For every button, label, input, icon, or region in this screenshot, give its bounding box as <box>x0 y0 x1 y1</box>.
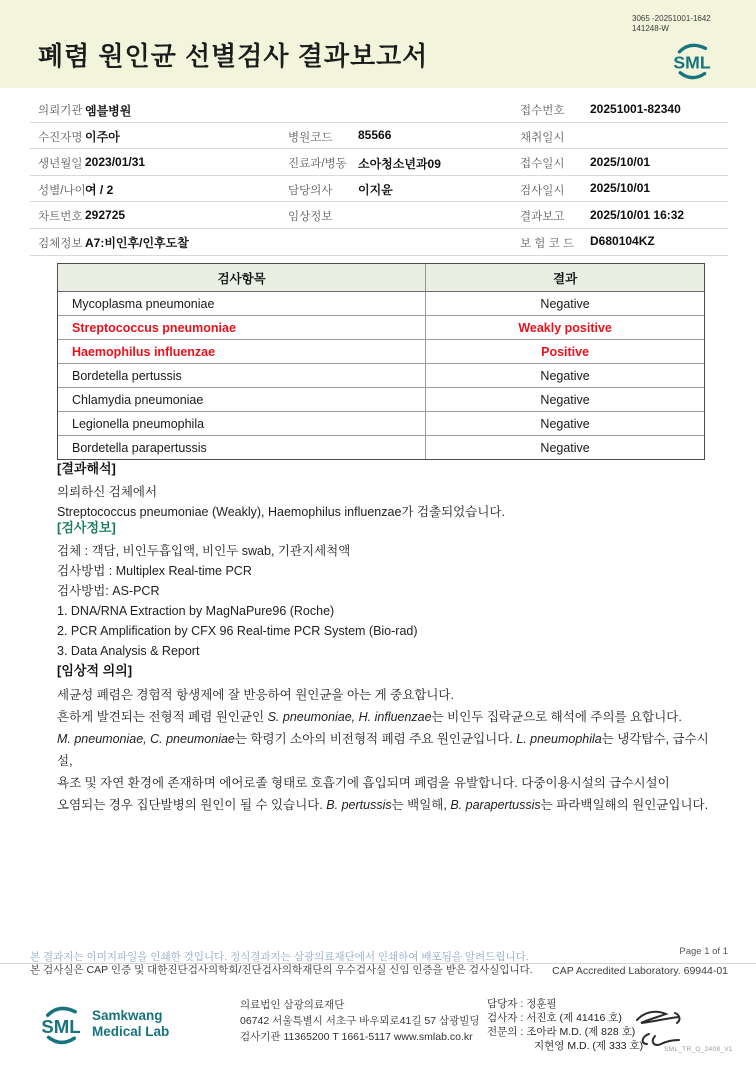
info-row-2 <box>30 123 728 150</box>
test-info-section <box>57 517 717 661</box>
info-row-5 <box>30 202 728 229</box>
sml-logo-icon <box>671 38 713 84</box>
column-header-result: 결과 <box>553 271 578 286</box>
table-row <box>58 364 704 388</box>
result-interpretation-section <box>57 458 717 522</box>
info-row-1 <box>30 96 728 123</box>
field-label: 채취일시 <box>520 131 565 144</box>
field-value: 85566 <box>358 128 392 143</box>
section-heading: [임상적 의의] <box>57 663 133 678</box>
field-label: 검체정보 <box>38 237 83 250</box>
staff-block <box>487 997 643 1053</box>
page-title: 폐렴 원인균 선별검사 결과보고서 <box>38 41 429 71</box>
field-label: 진료과/병동 <box>288 158 347 171</box>
field-value: 여 / 2 <box>85 183 114 198</box>
org-contact: 검사기관 11365200 T 1661-5117 www.smlab.co.kr <box>240 1031 473 1043</box>
test-info-line: 2. PCR Amplification by CFX 96 Real-time PCR System (Bio-rad) <box>57 624 418 638</box>
info-row-4 <box>30 176 728 203</box>
results-table-header <box>58 264 704 292</box>
field-value: 이주아 <box>85 130 120 145</box>
staff-examiner <box>487 1011 643 1025</box>
field-label: 검사일시 <box>520 184 565 197</box>
test-info-line: 검사방법: AS-PCR <box>57 584 160 598</box>
staff-label: 전문의 : <box>487 1026 524 1038</box>
test-result: Weakly positive <box>518 320 612 335</box>
table-row <box>58 412 704 436</box>
table-row <box>58 292 704 316</box>
section-heading: [검사정보] <box>57 520 116 535</box>
field-label: 담당의사 <box>288 184 333 197</box>
clinical-line: 세균성 폐렴은 경험적 항생제에 잘 반응하여 원인균을 아는 게 중요합니다. <box>57 688 454 702</box>
test-name: Legionella pneumophila <box>58 412 426 435</box>
field-value: 2025/10/01 <box>590 181 651 196</box>
clinical-line: 욕조 및 자연 환경에 존재하며 에어로졸 형태로 호흡기에 흡입되며 폐렴을 유발합니다. 다중이용시설의 급수시설이 <box>57 776 670 790</box>
org-legal-name: 의료법인 삼광의료재단 <box>240 999 345 1011</box>
report-code-line2: 141248-W <box>632 24 669 33</box>
staff-value: 정훈필 <box>526 998 557 1010</box>
field-label: 병원코드 <box>288 131 333 144</box>
test-result: Negative <box>540 392 590 407</box>
test-result: Negative <box>540 416 590 431</box>
field-label: 임상정보 <box>288 211 333 224</box>
staff-manager <box>487 997 643 1011</box>
field-label: 성별/나이 <box>38 184 86 197</box>
report-barcode-numbers <box>632 14 711 34</box>
sml-footer-logo-icon <box>36 1002 86 1048</box>
clinical-line: 오염되는 경우 집단발병의 원인이 될 수 있습니다. B. pertussis는 백일해, B. parapertussis는 파라백일해의 원인균입니다. <box>57 798 709 812</box>
field-label: 보 험 코 드 <box>520 237 575 250</box>
test-name: Haemophilus influenzae <box>58 340 426 363</box>
staff-label: 담당자 : <box>487 998 524 1010</box>
info-row-3 <box>30 149 728 176</box>
staff-value: 서진호 (제 41416 호) <box>526 1012 622 1024</box>
clinical-significance-section <box>57 660 717 816</box>
footer-notice-image-print: 본 결과지는 이미지파일을 인쇄한 것입니다. 정식결과지는 삼광의료재단에서 인쇄하여 배포됨을 알려드립니다. <box>30 951 529 963</box>
test-info-line: 3. Data Analysis & Report <box>57 644 200 658</box>
patient-info-grid <box>30 96 728 256</box>
field-label: 접수일시 <box>520 158 565 171</box>
field-label: 의뢰기관 <box>38 105 83 117</box>
field-value: 2023/01/31 <box>85 154 146 169</box>
staff-value: 조아라 M.D. (제 828 호) <box>526 1026 636 1038</box>
header-banner <box>0 0 756 88</box>
signature-scribble <box>633 1008 685 1048</box>
sml-logo-text: SML <box>673 52 711 73</box>
org-wordmark <box>92 1008 169 1040</box>
test-name: Bordetella parapertussis <box>58 436 426 459</box>
document-code: SML_TR_Q_2408_V1 <box>664 1046 733 1053</box>
test-name: Mycoplasma pneumoniae <box>58 292 426 315</box>
field-label: 접수번호 <box>520 105 565 117</box>
field-label: 결과보고 <box>520 211 565 224</box>
column-header-test-item: 검사항목 <box>58 264 426 291</box>
interpretation-line: Streptococcus pneumoniae (Weakly), Haemophilus influenzae가 검출되었습니다. <box>57 505 505 519</box>
test-info-line: 검체 : 객담, 비인두흡입액, 비인두 swab, 기관지세척액 <box>57 544 351 558</box>
test-result: Positive <box>541 344 590 359</box>
field-value: D680104KZ <box>590 234 655 249</box>
test-name: Chlamydia pneumoniae <box>58 388 426 411</box>
staff-label: 검사자 : <box>487 1012 524 1024</box>
test-info-line: 1. DNA/RNA Extraction by MagNaPure96 (Roche) <box>57 604 335 618</box>
field-value: A7:비인후/인후도찰 <box>85 236 189 251</box>
page-number: Page 1 of 1 <box>679 946 728 957</box>
cap-accreditation-text: CAP Accredited Laboratory. 69944-01 <box>552 965 728 977</box>
table-row <box>58 388 704 412</box>
table-row <box>58 436 704 459</box>
org-name-line1: Samkwang <box>92 1008 163 1023</box>
field-value: 292725 <box>85 207 126 222</box>
org-address: 06742 서울특별시 서초구 바우뫼로41길 57 삼광빌딩 <box>240 1015 480 1027</box>
info-row-6 <box>30 229 728 256</box>
org-address-block <box>240 997 480 1045</box>
field-value: 20251001-82340 <box>590 101 681 116</box>
test-info-line: 검사방법 : Multiplex Real-time PCR <box>57 564 252 578</box>
field-label: 차트번호 <box>38 211 83 224</box>
clinical-line: M. pneumoniae, C. pneumoniae는 학령기 소아의 비전형적 폐렴 주요 원인균입니다. L. pneumophila는 냉각탑수, 급수시설, <box>57 732 709 768</box>
test-result: Negative <box>540 440 590 455</box>
test-result: Negative <box>540 368 590 383</box>
sml-footer-logo-text: SML <box>41 1015 81 1037</box>
report-code-line1: 3065 -20251001-1642 <box>632 14 711 23</box>
org-name-line2: Medical Lab <box>92 1024 170 1039</box>
test-name: Bordetella pertussis <box>58 364 426 387</box>
field-value: 소아청소년과09 <box>358 156 441 171</box>
test-result: Negative <box>540 296 590 311</box>
table-row <box>58 340 704 364</box>
field-value: 이지윤 <box>358 183 393 198</box>
staff-specialist-2 <box>487 1039 643 1053</box>
footer-notice-accreditation: 본 검사실은 CAP 인증 및 대한진단검사의학회/진단검사의학재단의 우수검사실 신임 인증을 받은 검사실입니다. <box>30 964 533 976</box>
field-value: 엠블병원 <box>85 103 132 118</box>
field-value: 2025/10/01 <box>590 154 651 169</box>
table-row <box>58 316 704 340</box>
field-label: 생년월일 <box>38 158 83 171</box>
staff-specialist-1 <box>487 1025 643 1039</box>
interpretation-line: 의뢰하신 검체에서 <box>57 485 158 499</box>
clinical-line: 흔하게 발견되는 전형적 폐렴 원인균인 S. pneumoniae, H. influenzae는 비인두 집락균으로 해석에 주의를 요합니다. <box>57 710 682 724</box>
field-value: 2025/10/01 16:32 <box>590 207 685 222</box>
results-table <box>57 263 705 460</box>
section-heading: [결과해석] <box>57 461 116 476</box>
staff-value: 지현영 M.D. (제 333 호) <box>534 1040 644 1052</box>
field-label: 수진자명 <box>38 131 83 144</box>
test-name: Streptococcus pneumoniae <box>58 316 426 339</box>
